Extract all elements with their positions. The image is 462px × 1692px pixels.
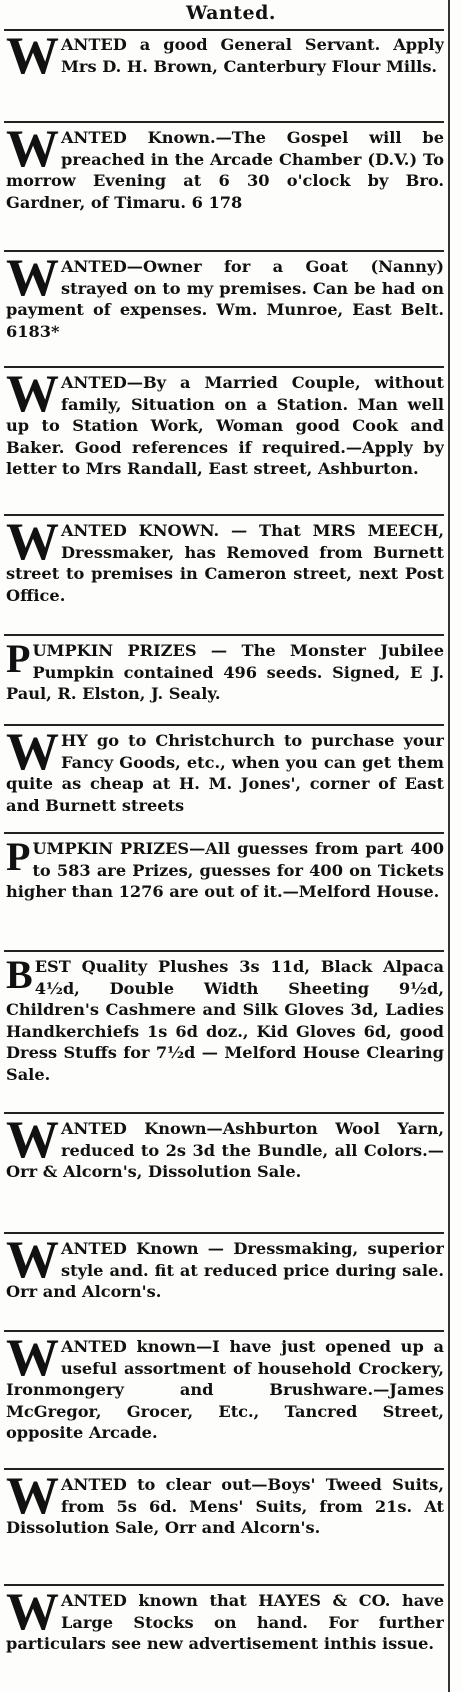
- ad-fancy-goods: [6, 730, 444, 826]
- drop-cap: W: [6, 34, 59, 85]
- drop-cap: W: [6, 1336, 59, 1387]
- ad-goat: [6, 256, 444, 360]
- ad-text: ANTED Known.—The Gospel will be preached in the Arcade Chamber (D.V.) To morrow Evening at 6 30 o'clock by Bro. Gardner, of Timaru. 6 178: [6, 128, 444, 212]
- ad-text: ANTED known that HAYES & CO. have Large Stocks on hand. For further particulars see new advertisement inthis issue.: [6, 1591, 444, 1653]
- drop-cap: W: [6, 127, 59, 178]
- divider: [4, 1468, 444, 1470]
- column-rule: [448, 0, 450, 1692]
- ad-pumpkin-prizes-seeds: [6, 640, 444, 718]
- ad-wool-yarn: [6, 1118, 444, 1224]
- ad-gospel: [6, 127, 444, 243]
- divider: [4, 724, 444, 726]
- divider: [4, 29, 444, 31]
- divider: [4, 514, 444, 516]
- ad-text: ANTED—By a Married Couple, without family, Situation on a Station. Man well up to Station Work, Woman good Cook and Baker. Good references if required.—Apply by letter to Mrs Randall, East street, Ashburton.: [6, 373, 444, 478]
- ad-general-servant: [6, 34, 444, 114]
- divider: [4, 1330, 444, 1332]
- divider: [4, 1112, 444, 1114]
- ad-dressmaking: [6, 1238, 444, 1324]
- ad-mrs-meech: [6, 520, 444, 628]
- drop-cap: W: [6, 1118, 59, 1169]
- drop-cap: W: [6, 1590, 59, 1641]
- ad-text: UMPKIN PRIZES—All guesses from part 400 to 583 are Prizes, guesses for 400 on Tickets higher than 1276 are out of it.—Melford House.: [6, 839, 444, 901]
- ad-text: UMPKIN PRIZES — The Monster Jubilee Pumpkin contained 496 seeds. Signed, E J. Paul, R. Elston, J. Sealy.: [6, 641, 444, 703]
- section-heading: Wanted.: [185, 2, 277, 24]
- divider: [4, 950, 444, 952]
- divider: [4, 121, 444, 123]
- drop-cap: W: [6, 372, 59, 423]
- drop-cap: P: [6, 838, 31, 879]
- drop-cap: W: [6, 1474, 59, 1525]
- divider: [4, 1584, 444, 1586]
- divider: [4, 832, 444, 834]
- ad-text: HY go to Christchurch to purchase your Fancy Goods, etc., when you can get them quite as cheap at H. M. Jones', corner of East and Burnett streets: [6, 731, 444, 815]
- divider: [4, 250, 444, 252]
- ad-text: ANTED KNOWN. — That MRS MEECH, Dressmaker, has Removed from Burnett street to premises in Cameron street, next Post Office.: [6, 521, 444, 605]
- ad-crockery: [6, 1336, 444, 1462]
- ad-married-couple: [6, 372, 444, 508]
- ad-tweed-suits: [6, 1474, 444, 1578]
- ad-pumpkin-prizes-guesses: [6, 838, 444, 944]
- drop-cap: W: [6, 730, 59, 781]
- ad-text: EST Quality Plushes 3s 11d, Black Alpaca 4½d, Double Width Sheeting 9½d, Children's Cashmere and Silk Gloves 3d, Ladies Handkerchiefs 1s 6d doz., Kid Gloves 6d, good Dress Stuffs for 7½d — Melford House Clearing Sale.: [6, 957, 444, 1084]
- drop-cap: W: [6, 1238, 59, 1289]
- drop-cap: P: [6, 640, 31, 681]
- ad-text: ANTED to clear out—Boys' Tweed Suits, from 5s 6d. Mens' Suits, from 21s. At Dissolution Sale, Orr and Alcorn's.: [6, 1475, 444, 1537]
- ad-text: ANTED—Owner for a Goat (Nanny) strayed on to my premises. Can be had on payment of expenses. Wm. Munroe, East Belt. 6183*: [6, 257, 444, 341]
- ad-text: ANTED a good General Servant. Apply Mrs D. H. Brown, Canterbury Flour Mills.: [61, 35, 444, 76]
- ad-melford-clearing: [6, 956, 444, 1106]
- drop-cap: B: [6, 956, 33, 997]
- divider: [4, 1232, 444, 1234]
- drop-cap: W: [6, 256, 59, 307]
- divider: [4, 366, 444, 368]
- drop-cap: W: [6, 520, 59, 571]
- ad-text: ANTED Known — Dressmaking, superior style and. fit at reduced price during sale. Orr and Alcorn's.: [6, 1239, 444, 1301]
- ad-text: ANTED known—I have just opened up a useful assortment of household Crockery, Ironmongery and Brushware.—James McGregor, Grocer, Etc., Tancred Street, opposite Arcade.: [6, 1337, 444, 1442]
- ad-hayes-co: [6, 1590, 444, 1690]
- ad-text: ANTED Known—Ashburton Wool Yarn, reduced to 2s 3d the Bundle, all Colors.—Orr & Alcorn's, Dissolution Sale.: [6, 1119, 444, 1181]
- divider: [4, 634, 444, 636]
